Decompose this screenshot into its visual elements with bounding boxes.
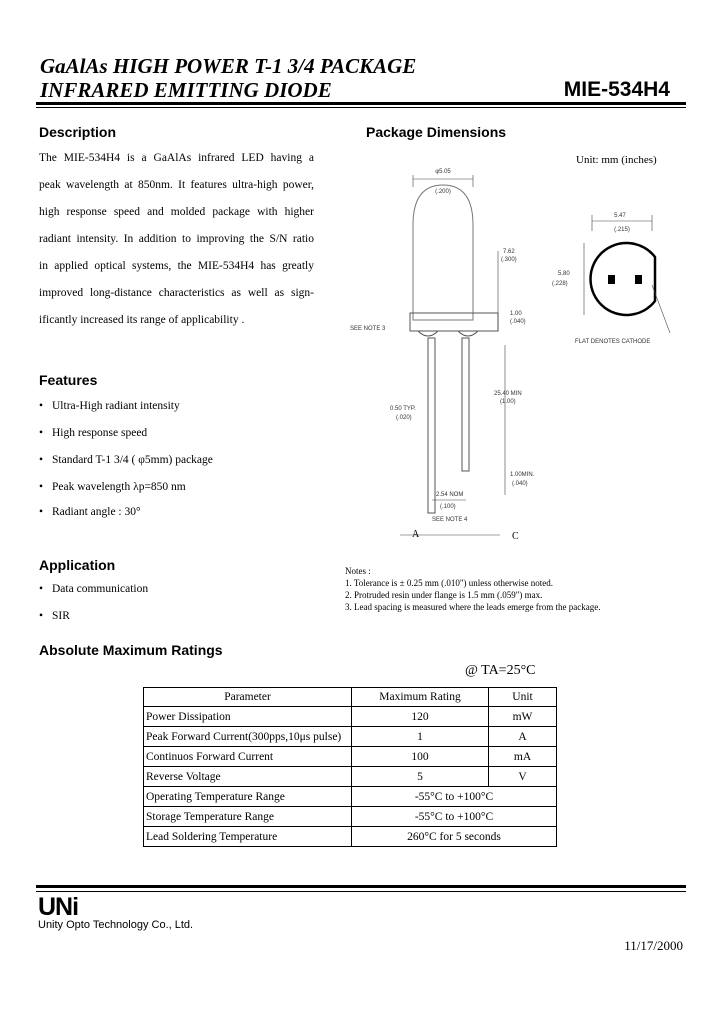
dim-toph-mm: 5.80 (558, 271, 570, 277)
col-unit: Unit (489, 688, 557, 707)
value-cell: -55°C to +100°C (352, 807, 557, 827)
led-flange (410, 313, 498, 331)
note-item: 2. Protruded resin under flange is 1.5 mm (.059") max. (345, 590, 543, 600)
value-cell: 1 (352, 727, 489, 747)
flat-note: FLAT DENOTES CATHODE (575, 339, 651, 345)
dim-height-mm: 7.62 (503, 249, 515, 255)
description-line: ificantly increased its range of applicability . (39, 314, 245, 326)
package-heading: Package Dimensions (366, 124, 507, 140)
dim-space-in: (.100) (440, 504, 456, 510)
application-heading: Application (39, 557, 116, 573)
company-name: Unity Opto Technology Co., Ltd. (38, 919, 194, 931)
cathode-label: C (512, 531, 519, 542)
table-row (144, 747, 557, 767)
table-row (144, 787, 557, 807)
unit-cell: mW (489, 707, 557, 727)
top-view-outline (591, 243, 655, 315)
note-item: 3. Lead spacing is measured where the leads emerge from the package. (345, 602, 601, 612)
dim-sq-in: (.020) (396, 415, 412, 421)
dim-lead-in: (1.00) (500, 399, 516, 405)
dim-lead-mm: 25.40 MIN (494, 391, 522, 397)
dim-flange-mm: 1.00 (510, 311, 522, 317)
dim-space-mm: 2.54 NOM (436, 492, 464, 498)
param-cell: Lead Soldering Temperature (144, 827, 352, 847)
description-line: high response speed and molded package with higher (39, 206, 314, 218)
param-cell: Peak Forward Current(300pps,10μs pulse) (144, 727, 352, 747)
anode-label: A (412, 529, 420, 540)
value-cell: 120 (352, 707, 489, 727)
feature-item: • Ultra-High radiant intensity (39, 400, 180, 412)
dim-width-in: (.200) (435, 189, 451, 195)
dim-min-mm: 1.00MIN. (510, 472, 535, 478)
dim-min-in: (.040) (512, 481, 528, 487)
description-heading: Description (39, 124, 117, 140)
title-line2: INFRARED EMITTING DIODE (40, 78, 332, 102)
feature-item: • Standard T-1 3/4 ( φ5mm) package (39, 454, 213, 466)
title-line1: GaAlAs HIGH POWER T-1 3/4 PACKAGE (40, 54, 417, 78)
param-cell: Operating Temperature Range (144, 787, 352, 807)
param-cell: Storage Temperature Range (144, 807, 352, 827)
unit-cell: V (489, 767, 557, 787)
company-logo: UNi (38, 893, 79, 921)
description-line: radiant intensity. In addition to improving the S/N ratio (39, 233, 314, 245)
description-line: improved long-distance characteristics as well as sign- (39, 287, 314, 299)
value-cell: 260°C for 5 seconds (352, 827, 557, 847)
table-row (144, 807, 557, 827)
footer-rule (36, 885, 686, 888)
dim-flange-in: (.040) (510, 319, 526, 325)
value-cell: -55°C to +100°C (352, 787, 557, 807)
unit-label: Unit: mm (inches) (576, 154, 657, 166)
see-note4: SEE NOTE 4 (432, 517, 468, 523)
package-drawing (340, 165, 680, 550)
unit-cell: mA (489, 747, 557, 767)
features-heading: Features (39, 372, 98, 388)
top-view-lead-a (608, 275, 615, 284)
col-max-rating: Maximum Rating (352, 688, 489, 707)
document-date: 11/17/2000 (624, 938, 683, 953)
ratings-heading: Absolute Maximum Ratings (39, 642, 223, 658)
top-view-lead-c (635, 275, 642, 284)
notes-title: Notes : (345, 566, 371, 576)
feature-item: • High response speed (39, 427, 148, 439)
lead-cathode (462, 338, 469, 471)
value-cell: 100 (352, 747, 489, 767)
dim-sq-mm: 0.50 TYP. (390, 406, 416, 412)
param-cell: Reverse Voltage (144, 767, 352, 787)
part-number: MIE-534H4 (563, 78, 670, 101)
table-row (144, 827, 557, 847)
description-line: peak wavelength at 850nm. It features ultra-high power, (39, 179, 314, 191)
param-cell: Power Dissipation (144, 707, 352, 727)
dim-topw-in: (.215) (614, 227, 630, 233)
application-item: • SIR (39, 610, 70, 622)
param-cell: Continuos Forward Current (144, 747, 352, 767)
lead-anode (428, 338, 435, 513)
dim-height-in: (.300) (501, 257, 517, 263)
dim-toph-in: (.228) (552, 281, 568, 287)
application-item: • Data communication (39, 583, 149, 595)
table-row (144, 767, 557, 787)
ratings-condition: @ TA=25°C (465, 663, 536, 678)
col-parameter: Parameter (144, 688, 352, 707)
feature-item: • Peak wavelength λp=850 nm (39, 481, 186, 493)
table-header-row (144, 688, 557, 707)
table-row (144, 707, 557, 727)
header-rule-thin (36, 107, 686, 108)
header-rule (36, 102, 686, 105)
description-line: in applied optical systems, the MIE-534H4 has greatly (39, 260, 314, 272)
led-body (413, 185, 473, 320)
dim-width-mm: φ5.05 (435, 169, 451, 175)
flat-pointer (652, 285, 670, 333)
value-cell: 5 (352, 767, 489, 787)
dim-topw-mm: 5.47 (614, 213, 626, 219)
note-item: 1. Tolerance is ± 0.25 mm (.010") unless otherwise noted. (345, 578, 554, 588)
ratings-table (143, 687, 557, 847)
see-note3: SEE NOTE 3 (350, 326, 386, 332)
footer-rule-thin (36, 891, 686, 892)
feature-item: • Radiant angle : 30° (39, 506, 141, 518)
description-line: The MIE-534H4 is a GaAlAs infrared LED having a (39, 152, 314, 164)
unit-cell: A (489, 727, 557, 747)
table-row (144, 727, 557, 747)
led-resin (418, 331, 478, 336)
